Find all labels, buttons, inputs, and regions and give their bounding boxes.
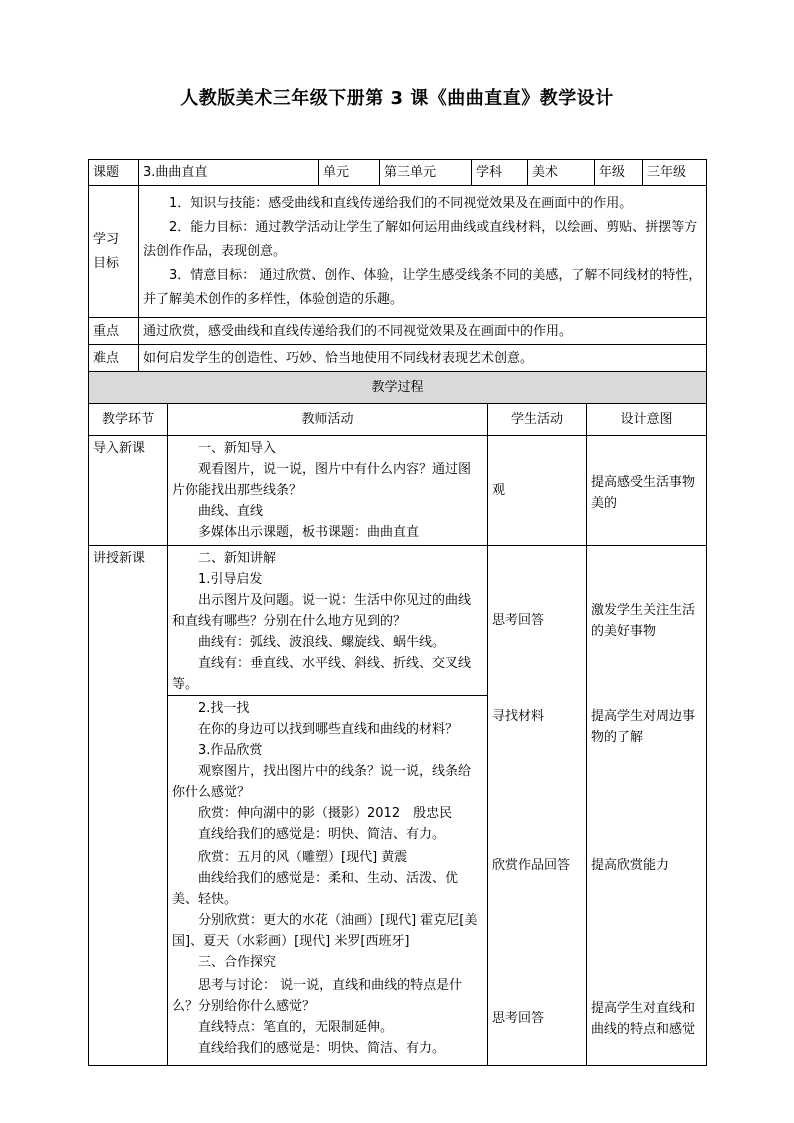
cell-text: 寻找材料 — [492, 708, 545, 724]
lesson-info-table — [88, 159, 707, 372]
text-line: 曲线给我们的感觉是：柔和、生动、活泼、优美、轻快。 — [172, 871, 459, 907]
intro-row — [89, 436, 707, 546]
text-line: 3.作品欣赏 — [198, 743, 263, 758]
teach-design-intent-c — [587, 845, 707, 973]
key-point-label: 重点 — [89, 318, 139, 345]
cell-text: 思考回答 — [492, 613, 545, 629]
document-title: 人教版美术三年级下册第 3 课《曲曲直直》教学设计 — [180, 88, 614, 109]
text-line: 思考与讨论： 说一说，直线和曲线的特点是什么？分别给你什么感觉？ — [172, 978, 463, 1014]
subject-label: 学科 — [472, 160, 528, 186]
text-line: 观看图片，说一说，图片中有什么内容？通过图片你能找出那些线条？ — [172, 462, 472, 498]
cell-text: 激发学生关注生活的美好事物 — [591, 602, 696, 639]
text-line: 欣赏：伸向湖中的影（摄影）2012 殷忠民 — [198, 806, 453, 821]
column-header: 学生活动 — [488, 404, 587, 436]
cell-text: 欣赏作品回答 — [492, 858, 571, 873]
text-line: 直线给我们的感觉是：明快、简洁、有力。 — [198, 827, 446, 842]
info-row — [89, 160, 707, 186]
cell-text: 学习目标 — [93, 231, 120, 271]
teach-teacher-activity-c — [168, 845, 488, 973]
teach-design-intent-b — [587, 696, 707, 846]
topic-label: 课题 — [89, 160, 139, 186]
process-header: 教学过程 — [89, 372, 707, 404]
intro-design-intent — [587, 436, 707, 546]
grade-value: 三年级 — [643, 160, 707, 186]
process-column-headers — [89, 404, 707, 436]
text-line: 曲线、直线 — [198, 504, 264, 519]
teach-design-intent-a — [587, 546, 707, 696]
objectives-row — [89, 186, 707, 318]
text-line: 直线有：垂直线、水平线、斜线、折线、交叉线等。 — [172, 656, 472, 692]
teach-teacher-activity-b — [168, 696, 488, 846]
intro-stage: 导入新课 — [89, 436, 168, 546]
cell-text: 提高欣赏能力 — [591, 858, 670, 873]
difficulty-label: 难点 — [89, 345, 139, 372]
text-line: 1.引导启发 — [198, 572, 263, 587]
teach-row-b — [89, 696, 707, 846]
text-line: 分别欣赏：更大的水花（油画）[现代] 霍克尼[美国]、夏天（水彩画）[现代] 米罗[西班牙] — [172, 913, 478, 949]
cell-text: 提高学生对直线和曲线的特点和感觉 — [591, 1000, 696, 1037]
text-line: 一、新知导入 — [198, 441, 277, 456]
text-line: 2.找一找 — [198, 701, 250, 716]
difficulty-row — [89, 345, 707, 372]
objective-item: 1．知识与技能：感受曲线和直线传递给我们的不同视觉效果及在画面中的作用。 — [169, 195, 633, 211]
text-line: 曲线有：弧线、波浪线、螺旋线、蜗牛线。 — [198, 635, 446, 650]
unit-label: 单元 — [319, 160, 380, 186]
teach-design-intent-d — [587, 973, 707, 1065]
text-line: 观察图片，找出图片中的线条？说一说，线条给你什么感觉？ — [172, 764, 472, 800]
teach-student-activity-b — [488, 696, 587, 846]
column-header: 设计意图 — [587, 404, 707, 436]
column-header: 教师活动 — [168, 404, 488, 436]
text-line: 欣赏：五月的风（雕塑）[现代] 黄震 — [198, 850, 408, 865]
text-line: 多媒体出示课题，板书课题：曲曲直直 — [198, 525, 420, 540]
text-line: 直线给我们的感觉是：明快、简洁、有力。 — [198, 1041, 446, 1056]
column-header: 教学环节 — [89, 404, 168, 436]
text-line: 二、新知讲解 — [198, 551, 277, 566]
cell-text: 提高学生对周边事物的了解 — [591, 708, 696, 745]
intro-teacher-activity — [168, 436, 488, 546]
text-line: 三、合作探究 — [198, 955, 277, 970]
teach-stage: 讲授新课 — [89, 546, 168, 1066]
text-line: 直线特点：笔直的，无限制延伸。 — [198, 1020, 394, 1035]
unit-value: 第三单元 — [380, 160, 472, 186]
teach-teacher-activity-a — [168, 546, 488, 696]
intro-student-activity: 观 — [488, 436, 587, 546]
teach-row-d — [89, 973, 707, 1065]
objective-item: 3．情意目标： 通过欣赏、创作、体验，让学生感受线条不同的美感，了解不同线材的特性，并了解美术创作的多样性，体验创造的乐趣。 — [143, 267, 702, 307]
teach-teacher-activity-d — [168, 973, 488, 1065]
text-line: 在你的身边可以找到哪些直线和曲线的材料？ — [198, 722, 459, 737]
cell-text: 思考回答 — [492, 1011, 545, 1027]
teach-student-activity-d — [488, 973, 587, 1065]
teach-student-activity-c — [488, 845, 587, 973]
subject-value: 美术 — [528, 160, 595, 186]
teach-row-c — [89, 845, 707, 973]
grade-label: 年级 — [595, 160, 643, 186]
key-point-row — [89, 318, 707, 345]
objectives-label — [89, 186, 139, 318]
objectives-content — [139, 186, 707, 318]
text-line: 出示图片及问题。说一说：生活中你见过的曲线和直线有哪些？分别在什么地方见到的？ — [172, 593, 472, 629]
cell-text: 提高感受生活事物美的 — [591, 474, 696, 511]
teach-row-a — [89, 546, 707, 696]
objective-item: 2．能力目标：通过教学活动让学生了解如何运用曲线或直线材料，以绘画、剪贴、拼摆等方法创作作品，表现创意。 — [143, 219, 698, 259]
key-point-text: 通过欣赏，感受曲线和直线传递给我们的不同视觉效果及在画面中的作用。 — [139, 318, 707, 345]
topic-value: 3.曲曲直直 — [139, 160, 319, 186]
teaching-process-table — [88, 371, 707, 1066]
teach-student-activity-a — [488, 546, 587, 696]
difficulty-text: 如何启发学生的创造性、巧妙、恰当地使用不同线材表现艺术创意。 — [139, 345, 707, 372]
